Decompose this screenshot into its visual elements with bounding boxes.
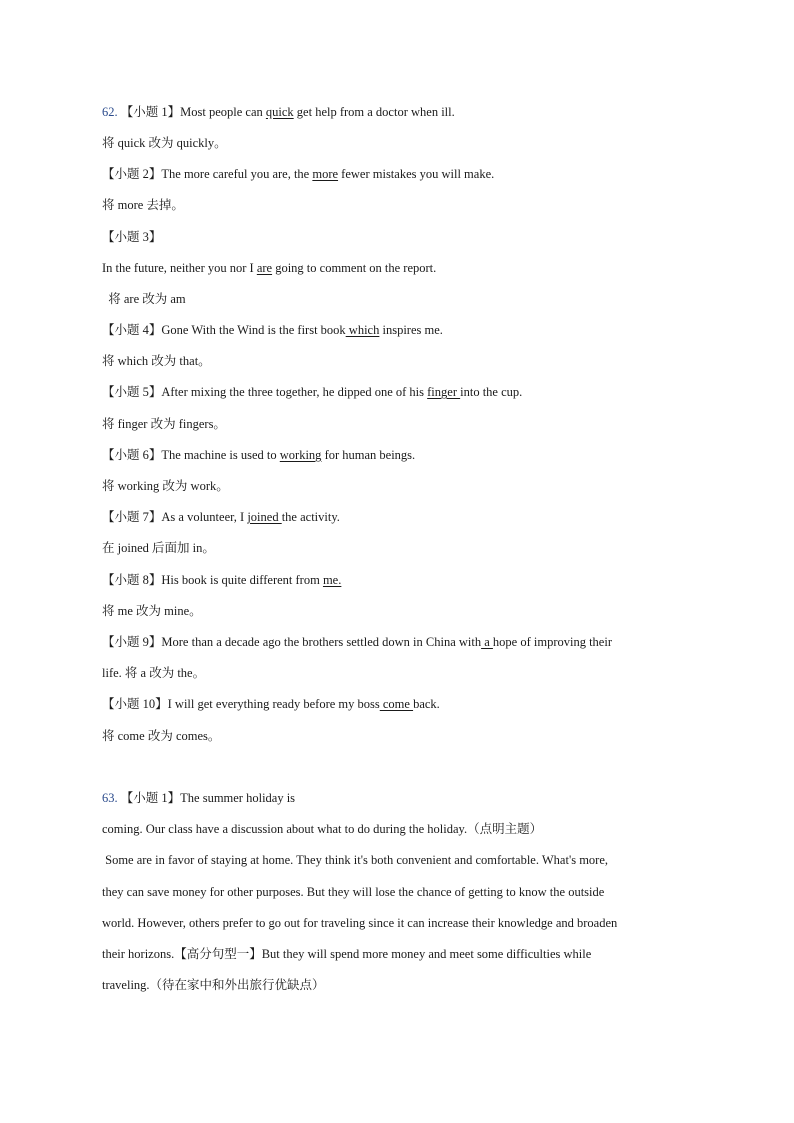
error-word: joined [247, 510, 282, 524]
error-word: a [481, 635, 493, 649]
q62-fix-1: 将 quick 改为 quickly。 [102, 136, 227, 150]
question-number: 62. [102, 105, 118, 119]
item-tag: 【小题 5】 [102, 385, 162, 399]
q63-para-line-1: Some are in favor of staying at home. They think it's both convenient and comfortable. What's more, [102, 853, 608, 867]
q62-item-1: 62. 【小题 1】Most people can quick get help from a doctor when ill. [102, 105, 455, 119]
q63-para-line-4: their horizons.【高分句型一】But they will spend more money and meet some difficulties while [102, 947, 592, 961]
q62-fix-8: 将 me 改为 mine。 [102, 604, 202, 618]
q62-item-9-cont: life. 将 a 改为 the。 [102, 666, 206, 680]
q62-item-3: In the future, neither you nor I are going to comment on the report. [102, 261, 437, 275]
q63-para-line-3: world. However, others prefer to go out for traveling since it can increase their knowledge and broaden [102, 916, 618, 930]
q63-heading: 63. 【小题 1】The summer holiday is [102, 791, 296, 805]
q62-fix-5: 将 finger 改为 fingers。 [102, 417, 226, 431]
q62-item-9: 【小题 9】More than a decade ago the brothers settled down in China with a hope of improving their [102, 635, 612, 649]
q62-item-10: 【小题 10】I will get everything ready before my boss come back. [102, 697, 440, 711]
q62-fix-3: 将 are 改为 am [102, 292, 186, 306]
q62-fix-2: 将 more 去掉。 [102, 198, 184, 212]
item-tag: 【小题 1】 [120, 791, 181, 805]
error-word: more [312, 167, 339, 181]
q62-item-5: 【小题 5】After mixing the three together, he dipped one of his finger into the cup. [102, 385, 523, 399]
q62-fix-6: 将 working 改为 work。 [102, 479, 229, 493]
error-word: which [345, 323, 380, 337]
error-word: come [379, 697, 414, 711]
error-word: are [256, 261, 273, 275]
q63-para-line-2: they can save money for other purposes. But they will lose the chance of getting to know the outside [102, 885, 605, 899]
item-tag: 【小题 1】 [120, 105, 181, 119]
q62-item-4: 【小题 4】Gone With the Wind is the first book which inspires me. [102, 323, 443, 337]
error-word: me. [322, 573, 342, 587]
item-tag: 【小题 10】 [102, 697, 168, 711]
item-tag: 【小题 9】 [102, 635, 162, 649]
q63-para-line-5: traveling.（待在家中和外出旅行优缺点） [102, 978, 325, 992]
q63-line-2: coming. Our class have a discussion about what to do during the holiday.（点明主题） [102, 822, 543, 836]
item-tag: 【小题 4】 [102, 323, 162, 337]
item-tag: 【小题 6】 [102, 448, 162, 462]
q62-item-2: 【小题 2】The more careful you are, the more fewer mistakes you will make. [102, 167, 495, 181]
item-tag: 【小题 2】 [102, 167, 162, 181]
q62-item-7: 【小题 7】As a volunteer, I joined the activity. [102, 510, 340, 524]
item-tag: 【小题 7】 [102, 510, 162, 524]
q62-fix-10: 将 come 改为 comes。 [102, 729, 221, 743]
error-word: working [279, 448, 322, 462]
q62-fix-7: 在 joined 后面加 in。 [102, 541, 215, 555]
q62-fix-4: 将 which 改为 that。 [102, 354, 211, 368]
q62-item-8: 【小题 8】His book is quite different from me. [102, 573, 342, 587]
error-word: finger [427, 385, 461, 399]
item-tag: 【小题 8】 [102, 573, 162, 587]
q62-item-6: 【小题 6】The machine is used to working for human beings. [102, 448, 416, 462]
q62-item-3-tag: 【小题 3】 [102, 230, 162, 244]
question-number: 63. [102, 791, 118, 805]
error-word: quick [265, 105, 294, 119]
